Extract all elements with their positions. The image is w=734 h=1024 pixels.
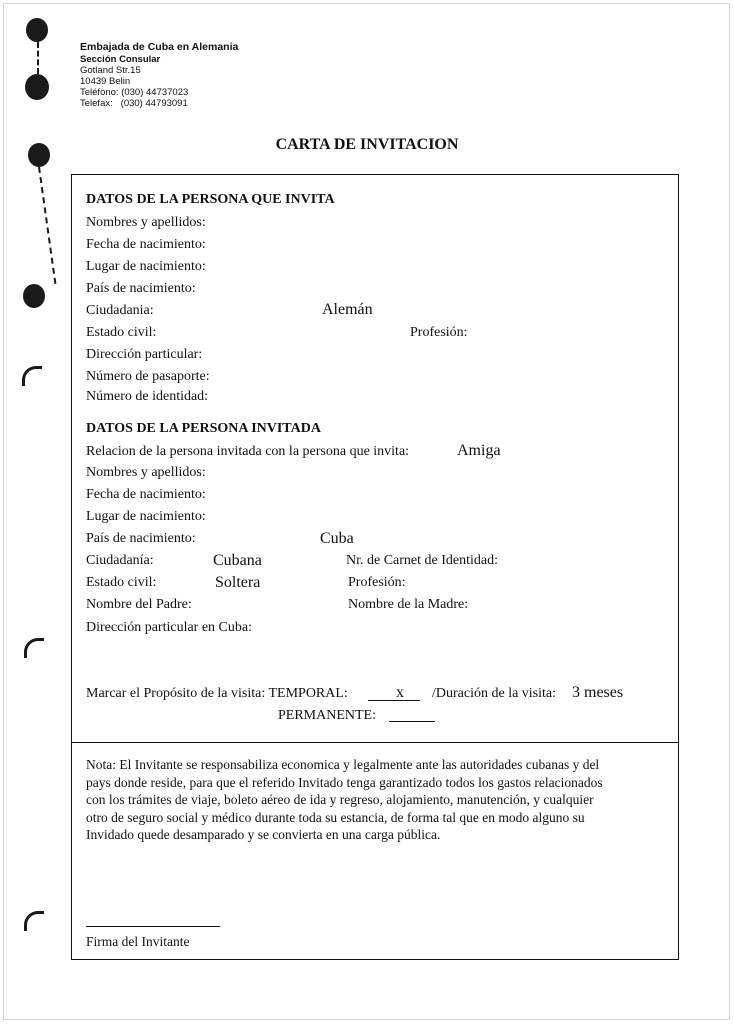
inviter-address-label: Dirección particular: <box>86 347 203 362</box>
invitee-citizenship-value: Cubana <box>213 552 262 569</box>
fax-number: Telefax: (030) 44793091 <box>80 98 188 109</box>
invitee-names-label: Nombres y apellidos: <box>86 465 206 480</box>
invitee-birth-country-value: Cuba <box>320 530 354 547</box>
inviter-heading: DATOS DE LA PERSONA QUE INVITA <box>86 192 335 207</box>
inviter-citizenship-label: Ciudadania: <box>86 303 154 318</box>
invitee-birth-country-label: País de nacimiento: <box>86 531 196 546</box>
inviter-names-label: Nombres y apellidos: <box>86 215 206 230</box>
temporal-mark: x <box>396 684 404 701</box>
note-line: Nota: El Invitante se responsabiliza economica y legalmente ante las autoridades cubanas y del <box>86 757 600 772</box>
binder-hole-icon <box>26 18 48 42</box>
invitee-id-card-label: Nr. de Carnet de Identidad: <box>346 553 499 568</box>
city-address: 10439 Belin <box>80 76 131 87</box>
invitee-relation-label: Relacion de la persona invitada con la persona que invita: <box>86 444 410 459</box>
street-address: Gotland Str.15 <box>80 65 141 76</box>
form-divider <box>71 742 679 743</box>
temporal-blank <box>368 700 420 701</box>
inviter-profession-label: Profesión: <box>410 325 468 340</box>
note-line: otro de seguro social y médico durante toda su estancia, de forma tal que en modo alguno su <box>86 809 585 825</box>
note-line: con los trámites de viaje, boleto aéreo de ida y regreso, alojamiento, manutención, y cualquier <box>86 792 594 807</box>
organization-name: Embajada de Cuba en Alemania <box>80 41 239 53</box>
note-line: Invidado quede desamparado y se convierta en una carga pública. <box>86 827 441 842</box>
embassy-header <box>80 41 238 109</box>
signature-line <box>86 926 220 927</box>
invitee-civil-status-label: Estado civil: <box>86 575 157 590</box>
invitee-mother-label: Nombre de la Madre: <box>348 597 469 612</box>
invitee-relation-value: Amiga <box>457 442 501 459</box>
permanent-blank <box>389 721 435 722</box>
inviter-birth-country-label: País de nacimiento: <box>86 281 196 296</box>
invitee-heading: DATOS DE LA PERSONA INVITADA <box>86 421 321 436</box>
invitee-address-cuba-label: Dirección particular en Cuba: <box>86 620 252 635</box>
invitee-father-label: Nombre del Padre: <box>86 597 192 612</box>
inviter-birthplace-label: Lugar de nacimiento: <box>86 259 206 274</box>
invitee-profession-label: Profesión: <box>348 575 406 590</box>
binder-hole-icon <box>25 74 49 100</box>
duration-value: 3 meses <box>572 684 624 701</box>
invitee-citizenship-label: Ciudadanía: <box>86 553 154 568</box>
inviter-id-label: Número de identidad: <box>86 389 209 404</box>
binder-dash-icon <box>37 42 39 74</box>
inviter-citizenship-value: Alemán <box>322 301 373 318</box>
inviter-birthdate-label: Fecha de nacimiento: <box>86 237 206 252</box>
phone-number: Teléfono: (030) 44737023 <box>80 87 189 98</box>
inviter-civil-status-label: Estado civil: <box>86 325 157 340</box>
document-title: CARTA DE INVITACION <box>275 136 459 153</box>
duration-label: /Duración de la visita: <box>432 686 557 701</box>
purpose-label: Marcar el Propósito de la visita: TEMPORAL: <box>86 686 348 701</box>
inviter-passport-label: Número de pasaporte: <box>86 369 210 384</box>
note-line: pays donde reside, para que el referido Invitado tenga garantizado todos los gastos relacionados <box>86 774 603 790</box>
permanent-label: PERMANENTE: <box>278 708 376 723</box>
binder-hole-icon <box>23 284 45 308</box>
signature-label: Firma del Invitante <box>86 934 190 949</box>
liability-note <box>86 756 668 844</box>
invitee-birthdate-label: Fecha de nacimiento: <box>86 487 206 502</box>
invitee-birthplace-label: Lugar de nacimiento: <box>86 509 206 524</box>
section-name: Sección Consular <box>80 54 161 65</box>
invitee-civil-status-value: Soltera <box>215 574 261 591</box>
